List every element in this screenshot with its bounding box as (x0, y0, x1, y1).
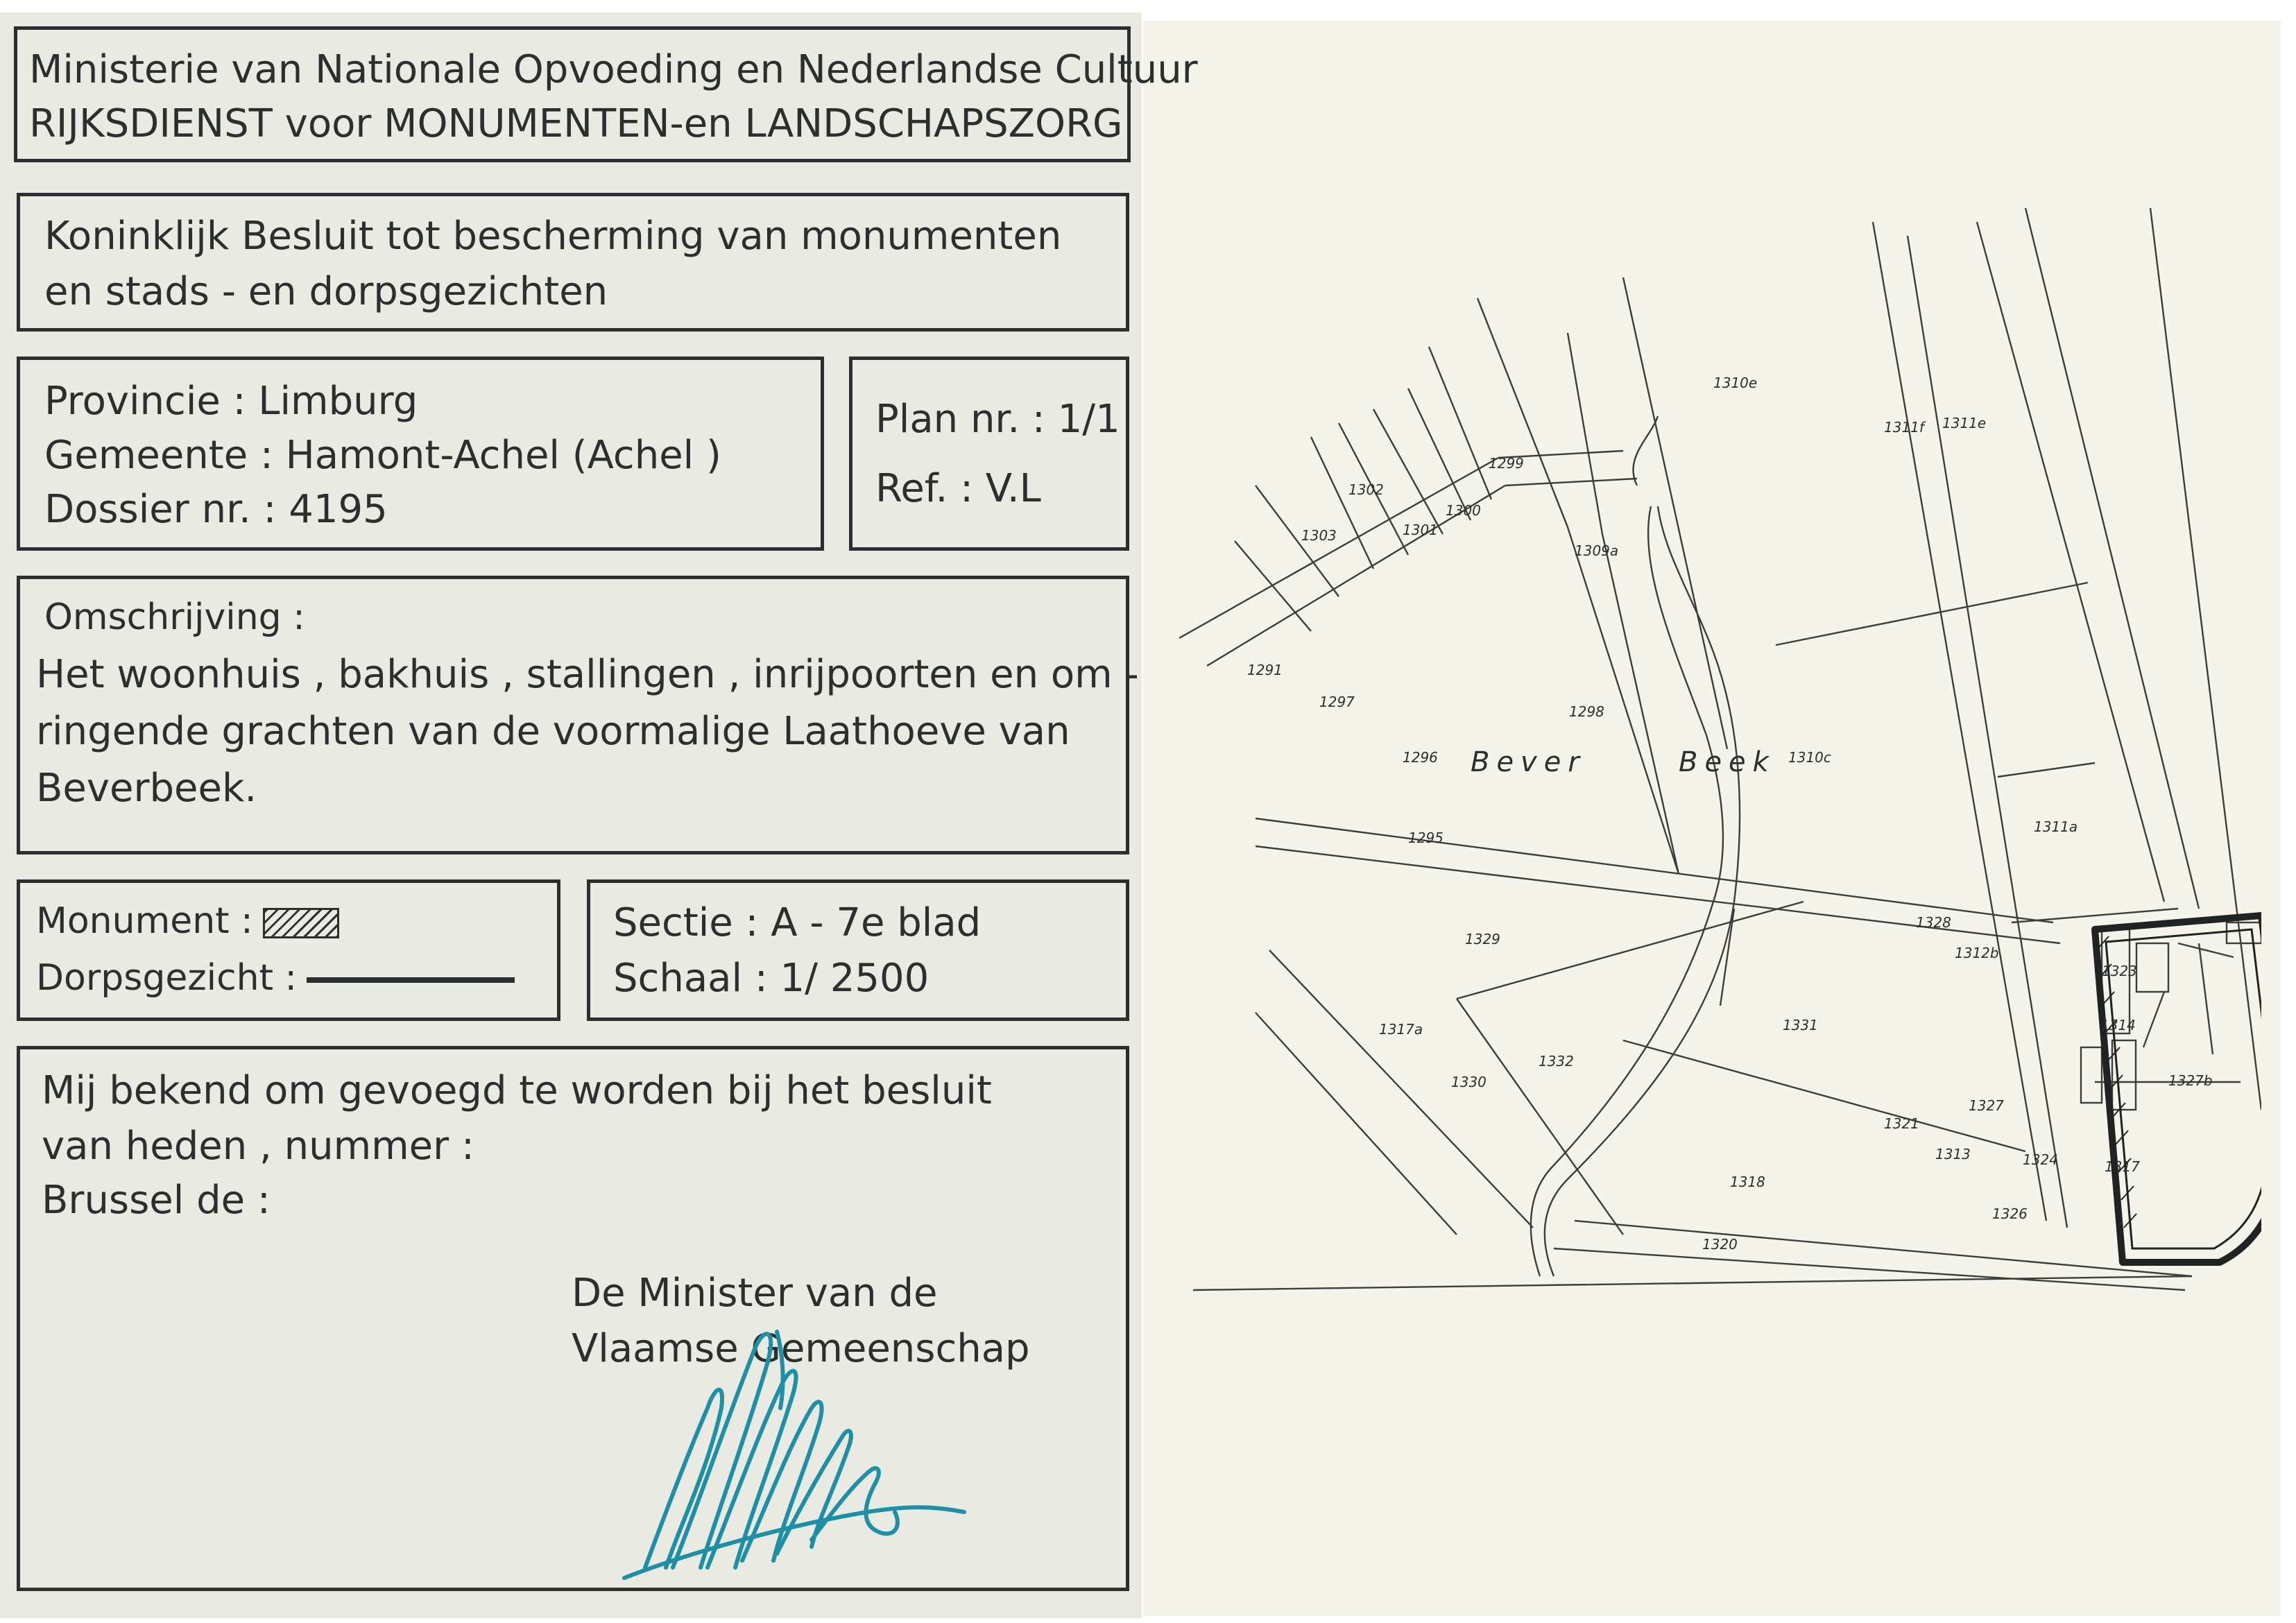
parcel-number: 1311f (1884, 419, 1924, 436)
parcel-number: 1291 (1247, 662, 1283, 678)
description-line-3: Beverbeek. (36, 766, 257, 811)
minister-signature (603, 1304, 992, 1595)
schaal-field: Schaal : 1/ 2500 (613, 956, 929, 1001)
parcel-number: 1330 (1451, 1074, 1487, 1090)
parcel-number: 1323 (2102, 963, 2137, 979)
service-title: RIJKSDIENST voor MONUMENTEN-en LANDSCHAPSZORG (29, 101, 1123, 146)
gemeente-field: Gemeente : Hamont-Achel (Achel ) (44, 433, 721, 478)
ministry-title: Ministerie van Nationale Opvoeding en Nederlandse Cultuur (29, 47, 1198, 92)
parcel-number: 1317a (1379, 1021, 1423, 1038)
parcel-number: 1321 (1884, 1115, 1919, 1132)
parcel-number: 1331 (1783, 1017, 1818, 1033)
map-label-beek: Beek (1679, 746, 1776, 778)
parcel-number: 1310c (1788, 749, 1831, 766)
parcel-number: 1299 (1489, 455, 1524, 472)
parcel-number: 1311e (1942, 415, 1987, 431)
parcel-number: 1332 (1539, 1053, 1574, 1070)
boundary-line-icon (307, 977, 515, 983)
hatch-swatch-icon (263, 908, 339, 938)
parcel-number: 1317 (2105, 1158, 2140, 1175)
parcel-number: 1318 (1730, 1174, 1765, 1190)
approval-line-1: Mij bekend om gevoegd te worden bij het besluit (42, 1068, 992, 1113)
parcel-number: 1329 (1465, 931, 1500, 947)
legend-dorpsgezicht (36, 952, 515, 1004)
map-label-bever: Bever (1471, 746, 1586, 778)
decree-line-2: en stads - en dorpsgezichten (44, 269, 608, 314)
parcel-number: 1324 (2023, 1151, 2058, 1168)
minister-line-2: Vlaamse Gemeenschap (572, 1326, 1030, 1371)
legend-monument-label: Monument : (36, 900, 253, 942)
legend-monument (36, 895, 339, 947)
parcel-number: 1326 (1992, 1205, 2028, 1222)
parcel-number: 1295 (1408, 830, 1443, 846)
parcel-number: 1313 (1935, 1146, 1971, 1162)
parcel-number: 1311a (2034, 818, 2078, 835)
parcel-number: 1301 (1403, 522, 1438, 538)
decree-line-1: Koninklijk Besluit tot bescherming van monumenten (44, 214, 1062, 259)
parcel-number: 1327b (2168, 1072, 2213, 1089)
parcel-number: 1302 (1348, 481, 1384, 498)
dossier-field: Dossier nr. : 4195 (44, 487, 388, 532)
parcel-number: 1300 (1446, 502, 1481, 519)
parcel-number: 1310e (1713, 375, 1758, 391)
approval-line-3: Brussel de : (42, 1178, 271, 1223)
description-line-1: Het woonhuis , bakhuis , stallingen , inrijpoorten en om - (36, 652, 1139, 697)
plan-reference: Ref. : V.L (875, 466, 1041, 511)
parcel-number: 1296 (1403, 749, 1438, 766)
description-line-2: ringende grachten van de voormalige Laathoeve van (36, 709, 1070, 754)
description-heading: Omschrijving : (44, 596, 305, 638)
parcel-number: 1328 (1916, 914, 1951, 931)
parcel-number: 1309a (1575, 542, 1619, 559)
plan-number: Plan nr. : 1/1 (875, 397, 1120, 442)
parcel-number: 1303 (1301, 527, 1337, 544)
minister-line-1: De Minister van de (572, 1271, 938, 1316)
parcel-number: 1297 (1319, 694, 1355, 710)
parcel-number: 1314 (2100, 1017, 2136, 1033)
parcel-number: 1327 (1969, 1097, 2004, 1114)
parcel-number: 1320 (1702, 1236, 1738, 1253)
provincie-field: Provincie : Limburg (44, 379, 418, 424)
sectie-field: Sectie : A - 7e blad (613, 900, 982, 945)
approval-line-2: van heden , nummer : (42, 1124, 474, 1169)
legend-dorpsgezicht-label: Dorpsgezicht : (36, 957, 298, 999)
plan-box (849, 357, 1129, 551)
parcel-number: 1312b (1955, 945, 1999, 961)
parcel-number: 1298 (1569, 703, 1604, 720)
